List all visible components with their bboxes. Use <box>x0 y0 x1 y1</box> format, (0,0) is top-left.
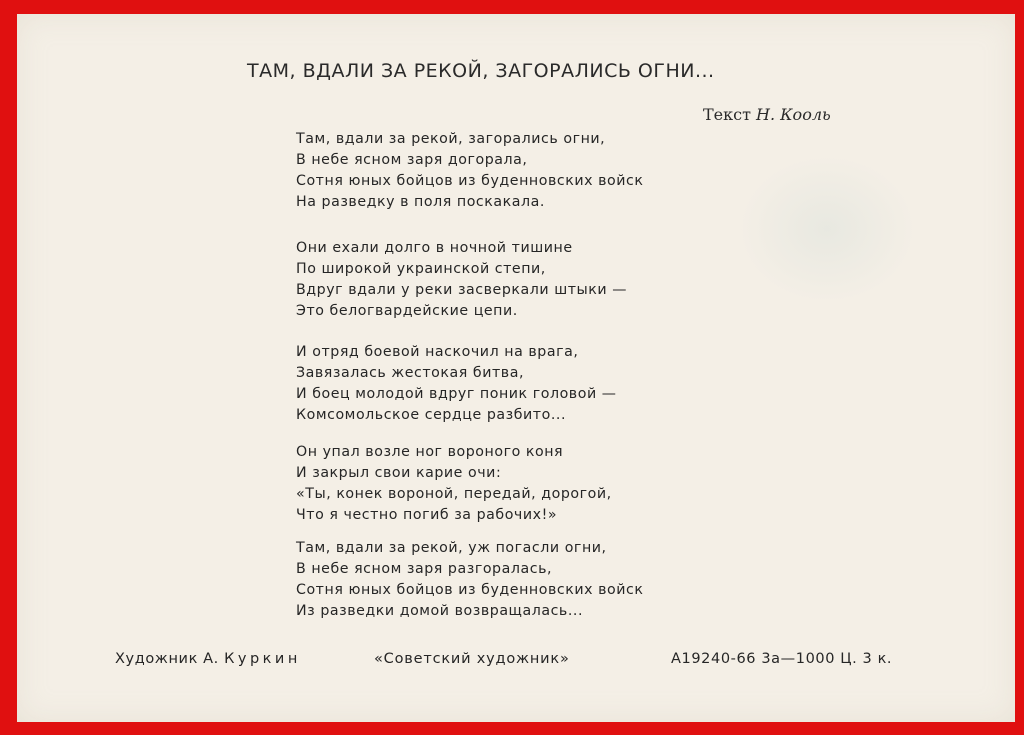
stanza-line: Это белогвардейские цепи. <box>296 303 518 319</box>
author-name: Н. Кооль <box>756 105 831 124</box>
stanza-line: Он упал возле ног вороного коня <box>296 444 564 460</box>
stanza-line: Сотня юных бойцов из буденновских войск <box>296 173 644 189</box>
stanza-line: Комсомольское сердце разбито... <box>296 407 567 423</box>
stanza-line: В небе ясном заря разгоралась, <box>296 561 553 577</box>
print-code: А19240-66 3а—1000 Ц. 3 к. <box>671 651 893 667</box>
artist-name: Куркин <box>224 651 301 667</box>
stanza-4 <box>296 442 612 526</box>
stanza-line: Что я честно погиб за рабочих!» <box>296 507 558 523</box>
song-title: ТАМ, ВДАЛИ ЗА РЕКОЙ, ЗАГОРАЛИСЬ ОГНИ... <box>247 60 715 82</box>
stanza-line: На разведку в поля поскакала. <box>296 194 545 210</box>
stanza-2 <box>296 238 627 322</box>
stanza-5 <box>296 538 644 622</box>
lyrics-author <box>703 105 831 124</box>
stanza-line: Они ехали долго в ночной тишине <box>296 240 573 256</box>
artist-label: Художник А. <box>115 651 219 667</box>
stanza-line: И отряд боевой наскочил на врага, <box>296 344 579 360</box>
stanza-line: Сотня юных бойцов из буденновских войск <box>296 582 644 598</box>
stanza-line: И закрыл свои карие очи: <box>296 465 502 481</box>
stanza-line: Вдруг вдали у реки засверкали штыки — <box>296 282 627 298</box>
stanza-1 <box>296 129 644 213</box>
stanza-line: Там, вдали за рекой, загорались огни, <box>296 131 606 147</box>
stanza-line: Завязалась жестокая битва, <box>296 365 525 381</box>
stanza-line: По широкой украинской степи, <box>296 261 546 277</box>
artist-credit <box>115 651 301 667</box>
publisher: «Советский художник» <box>374 651 570 667</box>
stanza-line: «Ты, конек вороной, передай, дорогой, <box>296 486 612 502</box>
stanza-3 <box>296 342 617 426</box>
stanza-line: В небе ясном заря догорала, <box>296 152 528 168</box>
stanza-line: Из разведки домой возвращалась... <box>296 603 584 619</box>
stanza-line: И боец молодой вдруг поник головой — <box>296 386 617 402</box>
author-prefix: Текст <box>703 105 751 124</box>
postcard <box>17 14 1015 722</box>
stanza-line: Там, вдали за рекой, уж погасли огни, <box>296 540 607 556</box>
